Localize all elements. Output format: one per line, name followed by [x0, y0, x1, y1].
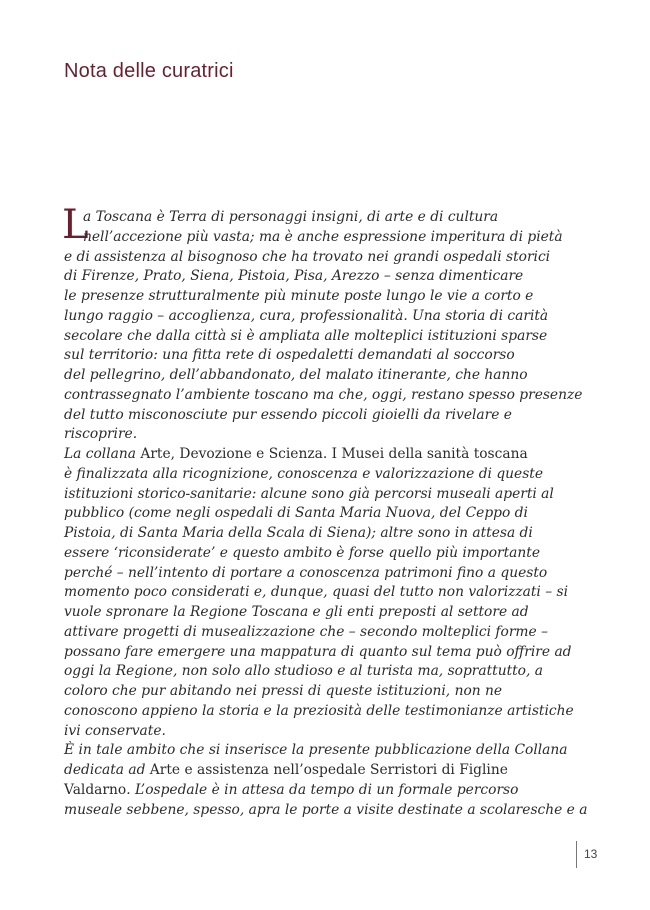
text-segment: di Firenze, Prato, Siena, Pistoia, Pisa, Arezzo – senza dimenticare: [64, 268, 524, 285]
text-segment: ivi conservate.: [64, 722, 166, 739]
text-line: [64, 327, 548, 347]
text-segment-roman: Arte, Devozione e Scienza. I Musei della sanità toscana: [140, 446, 528, 462]
text-segment: del pellegrino, dell’abbandonato, del malato itinerante, che hanno: [64, 367, 528, 383]
text-line: [64, 583, 569, 603]
text-line: [64, 623, 548, 643]
text-line: [64, 307, 549, 327]
body-text: [64, 208, 588, 820]
text-segment: secolare che dalla città si è ampliata alle molteplici istituzioni sparse: [64, 327, 548, 344]
text-line: [64, 346, 515, 366]
text-line: [64, 524, 533, 544]
text-segment: possano fare emergere una mappatura di quanto sul tema può offrire ad: [64, 643, 572, 660]
text-segment: le presenze strutturalmente più minute poste lungo le vie a corto e: [64, 288, 534, 304]
text-line: [64, 504, 528, 524]
text-line: [64, 208, 504, 228]
text-line: [64, 801, 588, 821]
text-line: [64, 662, 543, 682]
text-segment: contrassegnato l’ambiente toscano ma che, oggi, restano spesso presenze: [64, 386, 583, 403]
text-line: [64, 485, 554, 505]
text-segment: È in tale ambito che si inserisce la presente pubblicazione della Collana: [64, 742, 568, 759]
text-segment: del tutto misconosciute pur essendo piccoli gioielli da rivelare e: [64, 406, 512, 423]
text-segment-roman: Arte e assistenza nell’ospedale Serristori di Figline: [149, 762, 508, 778]
text-segment: dedicata ad: [64, 762, 150, 778]
text-segment: istituzioni storico-sanitarie: alcune sono già percorsi museali aperti al: [64, 485, 554, 502]
page-number: 13: [584, 847, 598, 861]
folio-rule: [576, 841, 577, 868]
text-segment: oggi la Regione, non solo allo studioso e al turista ma, soprattutto, a: [64, 663, 543, 680]
text-segment: . L’ospedale è in attesa da tempo di un formale percorso: [126, 781, 519, 798]
text-line: [64, 366, 528, 386]
text-line: [64, 722, 504, 742]
text-segment: lungo raggio – accoglienza, cura, professionalità. Una storia di carità: [64, 307, 549, 324]
text-segment: Pistoia, di Santa Maria della Scala di Siena); altre sono in attesa di: [64, 525, 533, 541]
text-segment: riscoprire.: [64, 426, 138, 443]
text-line: [64, 564, 548, 584]
text-segment: coloro che pur abitando nei pressi di queste istituzioni, non ne: [64, 683, 503, 699]
text-segment: perché – nell’intento di portare a conoscenza patrimoni fino a questo: [64, 564, 548, 581]
text-line: [64, 248, 551, 268]
text-segment: museale sebbene, spesso, apra le porte a visite destinate a scolaresche e a: [64, 801, 588, 818]
text-segment: vuole spronare la Regione Toscana e gli enti preposti al settore ad: [64, 604, 529, 620]
text-line: [64, 544, 540, 564]
text-segment: essere ‘riconsiderate’ e questo ambito è forse quello più importante: [64, 544, 540, 561]
text-line: [64, 781, 519, 801]
text-line: [64, 465, 544, 485]
text-segment-roman: Valdarno: [64, 781, 127, 798]
text-line: [64, 741, 568, 761]
text-line: [64, 228, 563, 248]
text-segment: nell’accezione più vasta; ma è anche espressione imperitura di pietà: [83, 228, 563, 245]
text-segment: pubblico (come negli ospedali di Santa Maria Nuova, del Ceppo di: [64, 505, 528, 522]
text-segment: conoscono appieno la storia e la preziosità delle testimonianze artistiche: [64, 702, 574, 719]
text-line: [64, 267, 524, 287]
text-segment: momento poco considerati e, dunque, quasi del tutto non valorizzati – si: [64, 584, 569, 601]
text-segment: La collana: [64, 446, 141, 462]
text-line: [64, 682, 504, 702]
text-line: [64, 445, 528, 465]
text-line: [64, 761, 508, 781]
text-line: [64, 287, 534, 307]
text-segment: a Toscana è Terra di personaggi insigni, di arte e di cultura: [83, 209, 499, 225]
page-title: Nota delle curatrici: [64, 60, 234, 82]
text-line: [64, 702, 574, 722]
text-line: [64, 643, 572, 663]
text-line: [64, 425, 504, 445]
text-segment: sul territorio: una fitta rete di ospedaletti demandati al soccorso: [64, 347, 515, 364]
text-line: [64, 406, 512, 426]
text-segment: è finalizzata alla ricognizione, conoscenza e valorizzazione di queste: [64, 465, 544, 482]
text-segment: e di assistenza al bisognoso che ha trovato nei grandi ospedali storici: [64, 248, 551, 265]
text-segment: attivare progetti di musealizzazione che – secondo molteplici forme –: [64, 623, 548, 640]
drop-cap: L: [62, 202, 89, 248]
text-line: [64, 603, 529, 623]
text-line: [64, 386, 583, 406]
